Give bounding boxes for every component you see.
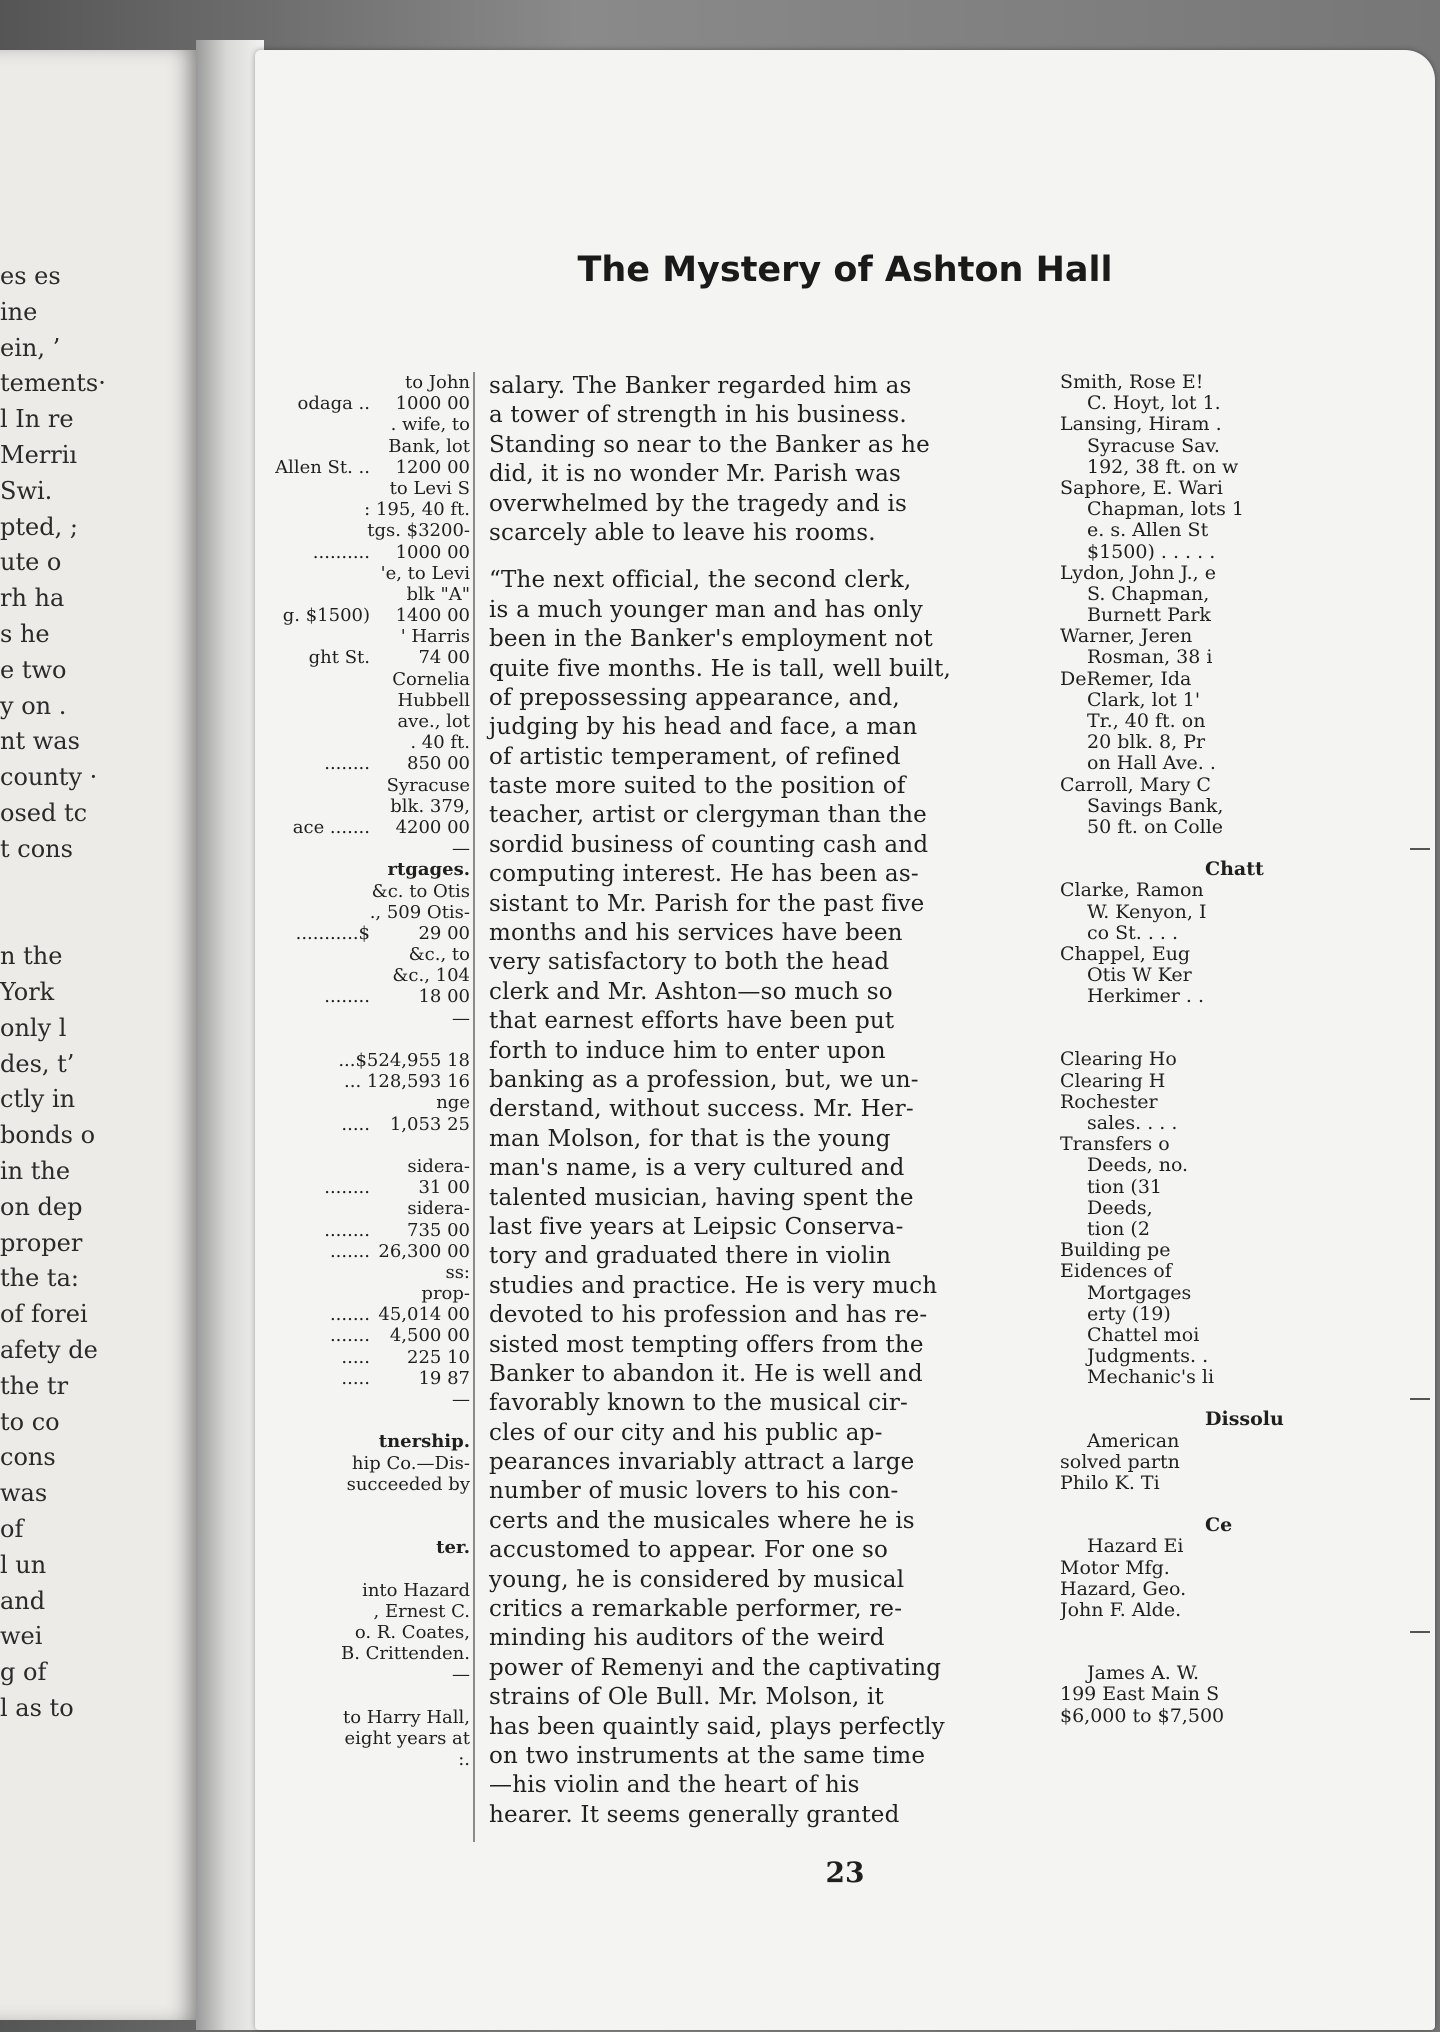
listing-line: ave., lot [397,711,470,732]
listing-line: prop- [421,1283,470,1305]
listing-line: Allen St. .. 1200 00 [275,456,470,478]
listing-line: Chappel, Eug [1060,942,1191,965]
listing-line: o. R. Coates, [354,1622,470,1644]
listing-line: succeeded by [346,1473,470,1495]
listing-line [255,1029,470,1050]
text-line: accustomed to appear. For one so [489,1537,889,1564]
listing-line: ....... 26,300 00 [329,1240,470,1262]
listing-line: sidera- [407,1198,470,1220]
text-line: Standing so near to the Banker as he [489,431,930,458]
amount: 1200 00 [395,456,470,478]
listing-line: Cornelia [392,668,470,690]
text-line: on two instruments at the same time [489,1742,926,1769]
book-gutter [196,40,264,2030]
previous-page-text-fragment: was [0,1479,48,1508]
listing-line: g. $1500) 1400 00 [282,605,470,627]
listing-line: odaga .. 1000 00 [297,393,470,415]
text-line: a tower of strength in his business. [489,402,907,429]
listing-line: ... 128,593 16 [344,1071,470,1093]
text-line: forth to induce him to enter upon [489,1037,886,1064]
previous-page-edge [0,50,200,2020]
text-line: critics a remarkable performer, re- [489,1596,903,1623]
book-page [255,50,1435,2030]
amount: 18 00 [418,986,470,1008]
listing-line: American [1087,1429,1180,1452]
previous-page-text-fragment: pted, ; [0,512,78,541]
listing-line: blk "A" [406,583,470,605]
listing-line: Hazard, Geo. [1060,1577,1187,1600]
previous-page-text-fragment: g of [0,1658,47,1687]
listing-line: Eidences of [1060,1260,1172,1283]
text-line: man's name, is a very cultured and [489,1155,905,1182]
previous-page-text-fragment: to co [0,1407,60,1436]
text-line: hearer. It seems generally granted [489,1801,900,1828]
page-number: 23 [825,1856,865,1889]
previous-page-text-fragment: only l [0,1013,67,1042]
spacer [1060,1642,1435,1663]
previous-page-text-fragment: in the [0,1157,71,1185]
amount: 735 00 [407,1219,470,1241]
listing-line: . wife, to [390,414,470,436]
previous-page-text-fragment: the ta: [0,1264,79,1293]
listing-line: 20 blk. 8, Pr [1087,731,1206,754]
listing-line: Hubbell [397,689,470,711]
listing-line: Savings Bank, [1087,794,1224,817]
listing-line: ........ 31 00 [324,1177,470,1199]
text-line: been in the Banker's employment not [489,626,933,653]
previous-page-text-fragment: e two [0,655,67,684]
previous-page-text-fragment: es es [0,262,61,290]
listing-line: ....... 4,500 00 [329,1325,470,1347]
listing-line: tgs. $3200- [367,520,470,542]
listing-line: ter. [436,1537,470,1559]
listing-line: ........ 18 00 [324,986,470,1008]
text-line: overwhelmed by the tragedy and is [489,490,908,517]
paragraph-1 [489,372,1045,548]
previous-page-text-fragment: osed tc [0,799,88,827]
listing-line: Chattel moi [1087,1323,1200,1346]
listing-line [255,1495,470,1516]
previous-page-text-fragment: nt was [0,727,80,756]
listing-line: rtgages. [387,859,470,881]
listing-line: eight years at [344,1728,470,1749]
listing-line: to John [404,372,470,393]
text-line: quite five months. He is tall, well built, [489,655,952,682]
text-line: did, it is no wonder Mr. Parish was [489,461,902,488]
text-line: studies and practice. He is very much [489,1272,938,1299]
text-line: derstand, without success. Mr. Her- [489,1096,914,1123]
previous-page-text-fragment: l In re [0,405,74,434]
previous-page-text-fragment: York [0,978,55,1006]
previous-page-text-fragment: and [0,1586,46,1615]
listing-line: Rochester [1060,1090,1158,1113]
listing-line: : 195, 40 ft. [364,499,470,521]
listing-line: Bank, lot [388,435,470,457]
text-line: devoted to his profession and has re- [489,1302,928,1329]
section-heading: Dissolu [1205,1408,1284,1431]
listing-line: tion (2 [1087,1217,1150,1240]
listing-line: Burnett Park [1087,604,1211,627]
amount: 26,300 00 [378,1240,470,1262]
listing-line [255,1516,470,1537]
listing-line: blk. 379, [390,795,470,817]
listing-line: Syracuse Sav. [1087,434,1220,457]
previous-page-text-fragment: rh ha [0,584,65,613]
spacer [1060,1007,1435,1028]
previous-page-text-fragment: Merriı [0,441,78,469]
amount: 29 00 [418,922,470,944]
listing-line: Deeds, no. [1087,1154,1189,1177]
previous-page-text-fragment: cons [0,1443,56,1472]
listing-line: ., 509 Otis- [369,901,470,923]
previous-page-text-fragment: n the [0,942,63,971]
previous-page-text-fragment: of [0,1515,24,1543]
main-story-column [489,372,1045,1830]
section-rule [1060,1388,1435,1409]
text-line: tory and graduated there in violin [489,1243,892,1270]
text-line: is a much younger man and has only [489,596,923,623]
text-line: months and his services have been [489,920,903,947]
listing-line: S. Chapman, [1087,582,1210,605]
previous-page-text-fragment: Swi. [0,476,53,505]
amount: 1000 00 [395,393,470,415]
listing-line: W. Kenyon, I [1087,900,1207,923]
listing-line: DeRemer, Ida [1060,667,1192,690]
previous-page-text-fragment: proper [0,1228,83,1257]
listing-line: Smith, Rose E! [1060,372,1204,393]
listing-line: Carroll, Mary C [1060,773,1211,796]
previous-page-text-fragment: county · [0,763,98,792]
listing-line: Clarke, Ramon [1060,879,1204,902]
previous-page-text-fragment: l as to [0,1694,74,1722]
text-line: computing interest. He has been as- [489,861,919,888]
listing-line: tnership. [378,1431,470,1453]
listing-line: Mortgages [1087,1281,1192,1304]
previous-page-text-fragment: bonds o [0,1121,96,1150]
text-line: judging by his head and face, a man [489,714,918,741]
listing-line: Otis W Ker [1087,964,1192,987]
text-line: talented musician, having spent the [489,1184,914,1211]
right-column-listings [1060,372,1435,1727]
listing-line: ..... 19 87 [341,1367,470,1389]
listing-line [255,1135,470,1156]
text-line: Banker to abandon it. He is well and [489,1360,923,1387]
text-line: cles of our city and his public ap- [489,1419,883,1446]
previous-page-text-fragment: the tr [0,1371,69,1400]
text-line: has been quaintly said, plays perfectly [489,1713,945,1740]
listing-line: 192, 38 ft. on w [1087,455,1239,478]
listing-line: — [452,1389,470,1410]
text-line: taste more suited to the position of [489,773,906,800]
listing-line: Building pe [1060,1239,1171,1262]
listing-line: to Harry Hall, [343,1706,470,1728]
listing-line: .......... 1000 00 [312,541,470,563]
listing-line: :. [458,1749,470,1771]
text-line: sisted most tempting offers from the [489,1331,924,1358]
text-line: teacher, artist or clergyman than the [489,802,927,829]
listing-line: 50 ft. on Colle [1087,815,1224,838]
text-line: salary. The Banker regarded him as [489,373,912,399]
text-line: last five years at Leipsic Conserva- [489,1213,904,1240]
text-line: man Molson, for that is the young [489,1125,891,1152]
listing-line: sales. . . . [1087,1112,1178,1134]
listing-line: Philo K. Ti [1060,1472,1160,1494]
listing-line: James A. W. [1087,1662,1200,1685]
previous-page-text-fragment: y on . [0,691,67,720]
listing-line: to Levi S [389,477,470,499]
listing-line [255,1559,470,1580]
previous-page-text-fragment: wei [0,1622,43,1651]
listing-line: co St. . . . [1087,921,1179,944]
text-line: —his violin and the heart of his [489,1772,860,1799]
listing-line [255,1410,470,1431]
text-line: number of music lovers to his con- [489,1478,899,1505]
listing-line: &c., to [408,944,470,966]
amount: 19 87 [418,1367,470,1389]
listing-line: Warner, Jeren [1060,625,1193,648]
listing-line [255,1686,470,1707]
listing-line: e. s. Allen St [1087,519,1209,542]
listing-line: B. Crittenden. [340,1643,470,1665]
text-line: scarcely able to leave his rooms. [489,519,876,546]
amount: 74 00 [418,647,470,669]
listing-line: — [452,838,470,860]
amount: 1400 00 [395,605,470,627]
paragraph-2 [489,566,1045,1830]
previous-page-text-fragment: ine [0,297,38,326]
listing-line: ...........$ 29 00 [295,922,470,944]
section-rule [1060,838,1435,859]
spacer [1060,1494,1435,1515]
listing-line: . 40 ft. [410,732,470,754]
previous-page-text-fragment: tements· [0,369,106,398]
amount: 45,014 00 [378,1304,470,1326]
listing-line: into Hazard [362,1579,470,1601]
previous-page-text-fragment: of forei [0,1300,88,1329]
listing-line: ' Harris [400,626,470,648]
listing-line: Judgments. . [1087,1345,1209,1368]
listing-line: ..... 225 10 [341,1346,470,1368]
text-line: minding his auditors of the weird [489,1625,885,1652]
text-line: young, he is considered by musical [489,1566,905,1593]
section-heading: Ce [1205,1514,1233,1537]
listing-line: Tr., 40 ft. on [1087,710,1206,732]
previous-page-text-fragment: on dep [0,1192,83,1221]
listing-line: Syracuse [386,774,470,796]
listing-line: ........ 735 00 [324,1219,470,1241]
listing-line: &c. to Otis [371,880,470,902]
listing-line: C. Hoyt, lot 1. [1087,392,1221,415]
listing-line: Chapman, lots 1 [1087,498,1244,521]
listing-line: nge [436,1092,470,1114]
listing-line: on Hall Ave. . [1087,752,1216,775]
text-line: of prepossessing appearance, and, [489,684,900,711]
text-line: pearances invariably attract a large [489,1449,915,1476]
listing-line: Lydon, John J., e [1060,561,1217,584]
listing-line: 'e, to Levi [380,562,470,584]
section-rule [1060,1621,1435,1642]
listing-line: &c., 104 [392,965,470,987]
listing-line: ss: [445,1261,470,1283]
listing-line: Hazard Ei [1087,1535,1184,1558]
listing-line: Transfers o [1060,1133,1170,1156]
listing-line: solved partn [1060,1450,1180,1473]
listing-line: ght St. 74 00 [308,647,470,669]
listing-line: Clark, lot 1' [1087,688,1201,711]
listing-line: Clearing Ho [1060,1048,1177,1071]
amount: 1,053 25 [389,1113,470,1135]
listing-line: ........ 850 00 [324,753,470,775]
amount: 850 00 [407,753,470,775]
listing-line: 199 East Main S [1060,1683,1220,1706]
text-line: power of Remenyi and the captivating [489,1654,942,1681]
listing-line: — [452,1664,470,1686]
left-column-listings [255,372,470,1770]
text-line: certs and the musicales where he is [489,1507,915,1534]
listing-line: Clearing H [1060,1069,1166,1092]
text-line: favorably known to the musical cir- [489,1390,908,1417]
text-line: of artistic temperament, of refined [489,743,901,770]
text-line: sordid business of counting cash and [489,831,929,858]
section-heading: Chatt [1205,858,1264,881]
amount: 1000 00 [395,541,470,563]
text-line: sistant to Mr. Parish for the past five [489,890,925,917]
listing-line: tion (31 [1087,1175,1163,1198]
text-line: banking as a profession, but, we un- [489,1066,919,1093]
page-title: The Mystery of Ashton Hall [577,250,1113,290]
previous-page-text-fragment: l un [0,1550,47,1579]
listing-line: , Ernest C. [373,1600,470,1622]
listing-line: Saphore, E. Wari [1060,476,1223,499]
listing-line: ...$524,955 18 [338,1050,470,1071]
listing-line: Motor Mfg. [1060,1556,1170,1579]
listing-line: Mechanic's li [1087,1366,1215,1389]
text-line: strains of Ole Bull. Mr. Molson, it [489,1684,884,1711]
listing-line: Rosman, 38 i [1087,646,1213,669]
listing-line: $6,000 to $7,500 [1060,1704,1225,1727]
listing-line: erty (19) [1087,1302,1171,1325]
listing-line: John F. Alde. [1060,1598,1182,1621]
amount: 225 10 [407,1346,470,1368]
text-line: very satisfactory to both the head [489,949,890,976]
column-divider [473,372,475,1842]
listing-line: Herkimer . . [1087,985,1204,1008]
text-line: that earnest efforts have been put [489,1008,895,1035]
text-line: clerk and Mr. Ashton—so much so [489,978,893,1005]
spacer [1060,1028,1435,1049]
listing-line: hip Co.—Dis- [351,1452,470,1474]
previous-page-text-fragment: ute o [0,548,62,577]
listing-line: Deeds, [1087,1196,1153,1219]
previous-page-text-fragment: des, t’ [0,1049,75,1078]
text-line: “The next official, the second clerk, [489,567,912,594]
listing-line: — [452,1007,470,1029]
listing-line: ..... 1,053 25 [341,1113,470,1135]
listing-line: Lansing, Hiram . [1060,413,1222,436]
listing-line: sidera- [407,1155,470,1177]
listing-line: ....... 45,014 00 [329,1304,470,1326]
previous-page-text-fragment: s he [0,620,50,648]
previous-page-text-fragment: ctly in [0,1085,76,1114]
previous-page-text-fragment: ein, ’ [0,333,61,362]
amount: 31 00 [418,1177,470,1199]
previous-page-text-fragment: afety de [0,1336,98,1364]
listing-line: ace ....... 4200 00 [292,816,470,838]
amount: 4200 00 [395,816,470,838]
amount: 4,500 00 [389,1325,470,1347]
previous-page-text-fragment: t cons [0,834,73,863]
listing-line: $1500) . . . . . [1087,540,1216,563]
